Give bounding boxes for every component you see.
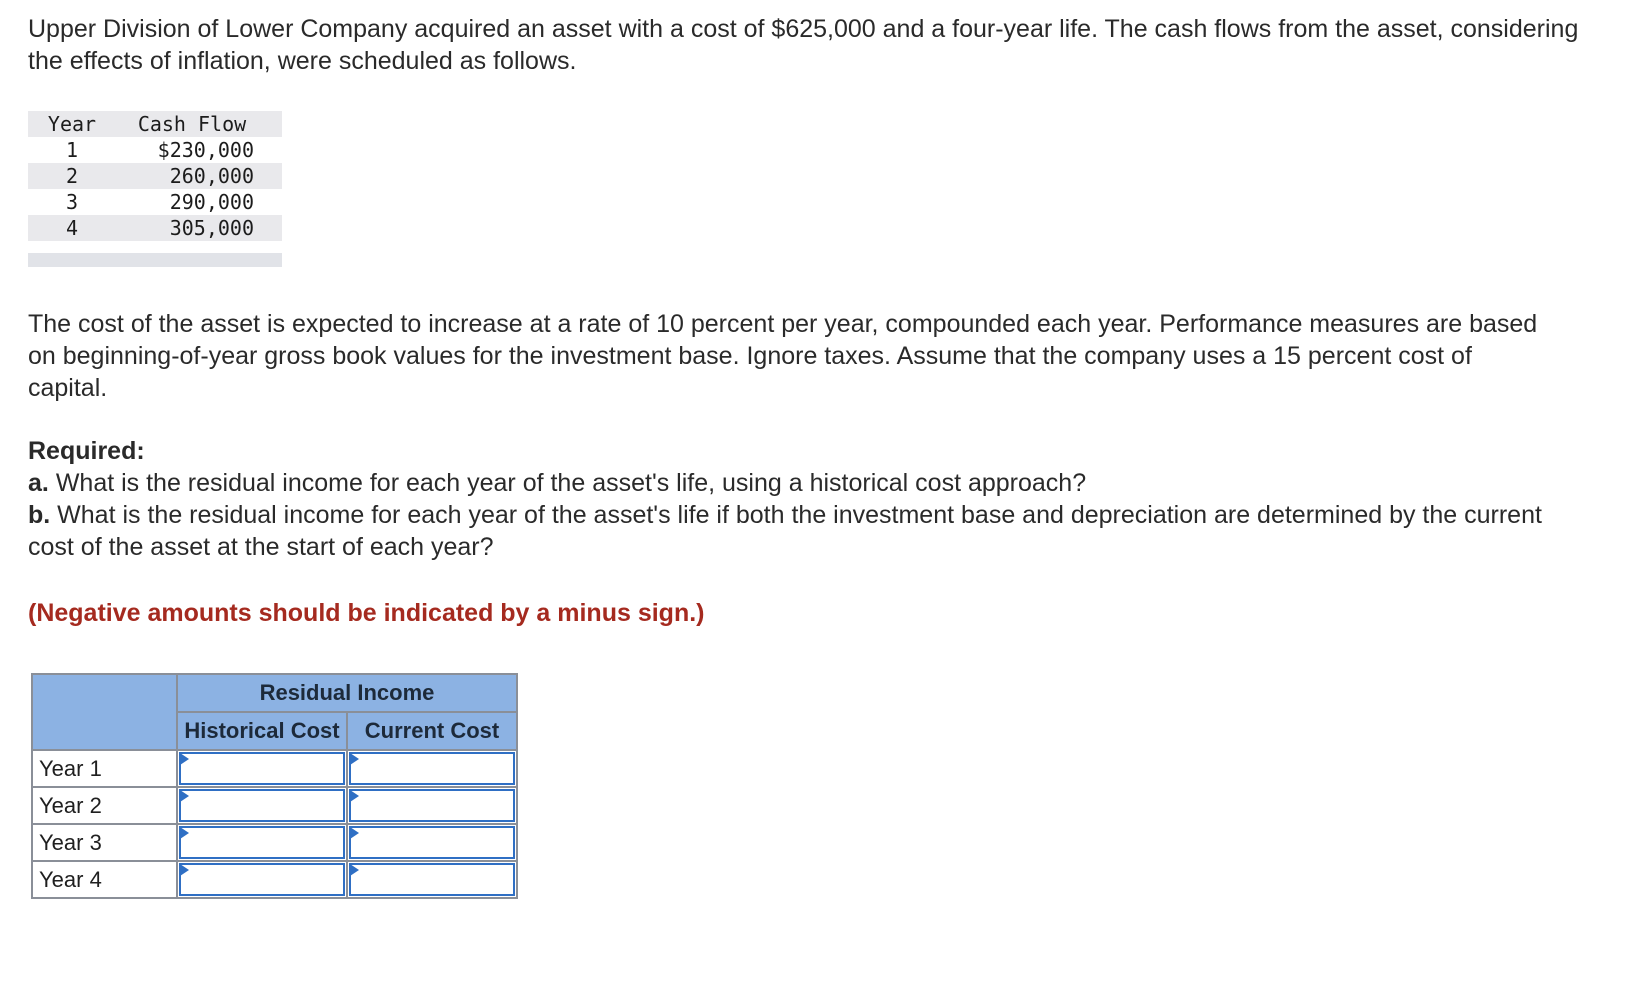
- cash-flow-year: 4: [65, 216, 79, 240]
- cash-flow-amount: $230,000: [157, 138, 254, 162]
- historical-cost-cell: [177, 861, 347, 898]
- table-footer-bar: [28, 253, 282, 267]
- historical-cost-input-year-2[interactable]: [179, 789, 345, 822]
- cash-flow-year: 3: [65, 190, 79, 214]
- current-cost-cell: [347, 787, 517, 824]
- answer-header-row: [32, 674, 517, 712]
- input-flag-icon: [350, 753, 359, 765]
- cash-flow-year: 2: [65, 164, 79, 188]
- answer-row: [32, 861, 517, 898]
- cash-flow-year: 1: [65, 138, 79, 162]
- answer-row-label: Year 3: [32, 824, 177, 861]
- historical-cost-input-year-3[interactable]: [179, 826, 345, 859]
- required-heading: Required:: [28, 437, 145, 465]
- cash-flow-row: [28, 189, 282, 215]
- historical-cost-header: Historical Cost: [177, 712, 347, 750]
- current-cost-cell: [347, 824, 517, 861]
- historical-cost-cell: [177, 824, 347, 861]
- input-flag-icon: [180, 753, 189, 765]
- cash-flow-row: [28, 137, 282, 163]
- cash-flow-table: [28, 111, 282, 241]
- historical-cost-cell: [177, 787, 347, 824]
- required-section: [28, 435, 1588, 563]
- input-flag-icon: [350, 790, 359, 802]
- question-a: [28, 467, 1588, 499]
- answer-row: [32, 750, 517, 787]
- current-cost-input-year-4[interactable]: [349, 863, 515, 896]
- input-flag-icon: [180, 864, 189, 876]
- answer-row: [32, 787, 517, 824]
- intro-paragraph: Upper Division of Lower Company acquired an asset with a cost of $625,000 and a four-year life. The cash flows from the asset, considering the effects of inflation, were scheduled as follows.: [28, 15, 1579, 75]
- answer-row-label: Year 4: [32, 861, 177, 898]
- residual-income-header: Residual Income: [177, 674, 517, 712]
- historical-cost-input-year-1[interactable]: [179, 752, 345, 785]
- current-cost-cell: [347, 750, 517, 787]
- input-flag-icon: [350, 827, 359, 839]
- question-b: [28, 499, 1588, 563]
- current-cost-input-year-2[interactable]: [349, 789, 515, 822]
- cash-flow-header-row: [28, 111, 282, 137]
- answer-row-label: Year 2: [32, 787, 177, 824]
- negative-amounts-note: (Negative amounts should be indicated by a minus sign.): [28, 599, 705, 627]
- question-a-label: a.: [28, 469, 49, 497]
- cash-flow-row: [28, 215, 282, 241]
- question-b-text: What is the residual income for each year of the asset's life if both the investment base and depreciation are determined by the current cost of the asset at the start of each year?: [28, 501, 1542, 561]
- historical-cost-input-year-4[interactable]: [179, 863, 345, 896]
- answer-row: [32, 824, 517, 861]
- input-flag-icon: [180, 827, 189, 839]
- question-a-text: What is the residual income for each year of the asset's life, using a historical cost approach?: [55, 469, 1087, 497]
- current-cost-cell: [347, 861, 517, 898]
- cash-flow-amount: 260,000: [169, 164, 254, 188]
- current-cost-input-year-3[interactable]: [349, 826, 515, 859]
- cash-flow-amount: 290,000: [169, 190, 254, 214]
- current-cost-header: Current Cost: [347, 712, 517, 750]
- corner-cell: [32, 674, 177, 750]
- input-flag-icon: [350, 864, 359, 876]
- question-b-label: b.: [28, 501, 51, 529]
- historical-cost-cell: [177, 750, 347, 787]
- cash-flow-row: [28, 163, 282, 189]
- input-flag-icon: [180, 790, 189, 802]
- residual-income-table: [31, 673, 518, 899]
- cash-flow-column-header: Cash Flow: [137, 112, 247, 136]
- year-column-header: Year: [47, 112, 97, 136]
- cost-paragraph: The cost of the asset is expected to increase at a rate of 10 percent per year, compounded each year. Performance measures are based on beginning-of-year gross book values for the investment base. Ignore taxes. Assume that the company uses a 15 percent cost of capital.: [28, 310, 1538, 402]
- cash-flow-amount: 305,000: [169, 216, 254, 240]
- answer-row-label: Year 1: [32, 750, 177, 787]
- current-cost-input-year-1[interactable]: [349, 752, 515, 785]
